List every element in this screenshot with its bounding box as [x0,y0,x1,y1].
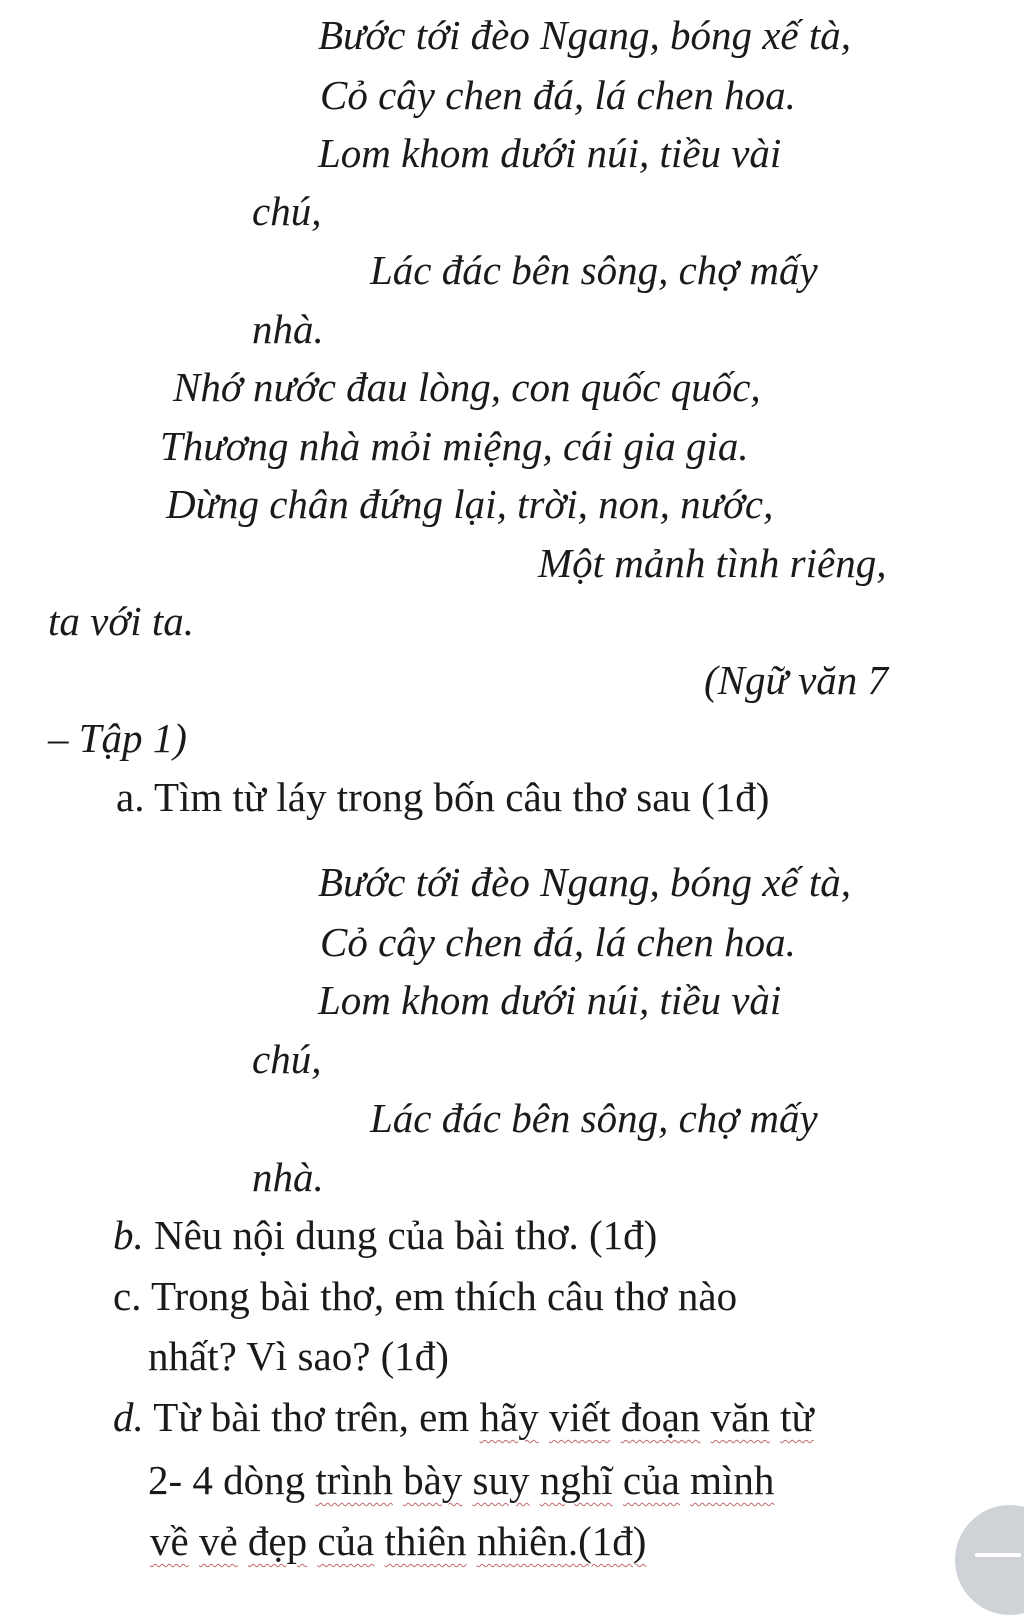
spellcheck-word: hãy [479,1394,539,1440]
poem1-line-2: Cỏ cây chen đá, lá chen hoa. [320,72,796,118]
poem1-line-7: Dừng chân đứng lại, trời, non, nước, [166,481,774,527]
question-b-text: Nêu nội dung của bài thơ. (1đ) [143,1212,658,1258]
spellcheck-word: thiên [384,1518,467,1564]
poem2-line-3a: Lom khom dưới núi, tiều vài [318,977,782,1023]
spellcheck-word: bày [403,1457,463,1503]
question-a: a. Tìm từ láy trong bốn câu thơ sau (1đ) [116,774,770,820]
question-b [113,1210,657,1260]
poem2-line-4b: nhà. [252,1154,324,1200]
poem1-line-4b: nhà. [252,306,324,352]
spellcheck-word: trình [315,1457,393,1503]
source-citation-b: – Tập 1) [48,715,187,761]
spellcheck-word: từ [780,1394,814,1440]
poem2-line-1: Bước tới đèo Ngang, bóng xế tà, [318,859,851,905]
spellcheck-word: mình [690,1457,775,1503]
poem1-line-3b: chú, [252,188,322,234]
spellcheck-word: của [317,1518,375,1564]
poem1-line-6: Thương nhà mỏi miệng, cái gia gia. [160,423,749,469]
spellcheck-word: đẹp [247,1518,308,1564]
spellcheck-word: suy [472,1457,530,1503]
spellcheck-word: nhiên.(1đ) [476,1518,647,1564]
poem1-line-3a: Lom khom dưới núi, tiều vài [318,130,782,176]
question-c-line-1: c. Trong bài thơ, em thích câu thơ nào [113,1273,738,1319]
question-d-line-3 [150,1516,646,1566]
spellcheck-word: nghĩ [539,1457,613,1503]
spellcheck-word: viết [548,1394,611,1440]
poem1-line-5: Nhớ nước đau lòng, con quốc quốc, [173,364,761,410]
spellcheck-word: của [622,1457,680,1503]
question-c-line-2: nhất? Vì sao? (1đ) [148,1333,449,1379]
spellcheck-word: về [150,1518,189,1564]
question-d-line-1 [113,1392,814,1442]
question-d-label: d. [113,1394,144,1440]
poem1-line-8a: Một mảnh tình riêng, [538,540,887,586]
question-d-text: Từ bài thơ trên, em [143,1394,480,1440]
question-b-label: b. [113,1212,144,1258]
spellcheck-word: văn [710,1394,770,1440]
poem1-line-1: Bước tới đèo Ngang, bóng xế tà, [318,12,851,58]
spellcheck-word: vẻ [198,1518,238,1564]
poem2-line-4a: Lác đác bên sông, chợ mấy [370,1095,818,1141]
question-d-line-2 [148,1455,774,1505]
poem2-line-3b: chú, [252,1036,322,1082]
question-d-text: 2- 4 dòng [148,1457,316,1503]
poem1-line-4a: Lác đác bên sông, chợ mấy [370,247,818,293]
poem1-line-8b: ta với ta. [48,598,195,644]
scroll-menu-button[interactable] [955,1505,1024,1615]
spellcheck-word: đoạn [620,1394,701,1440]
poem2-line-2: Cỏ cây chen đá, lá chen hoa. [320,919,796,965]
source-citation-a: (Ngữ văn 7 [704,657,889,703]
